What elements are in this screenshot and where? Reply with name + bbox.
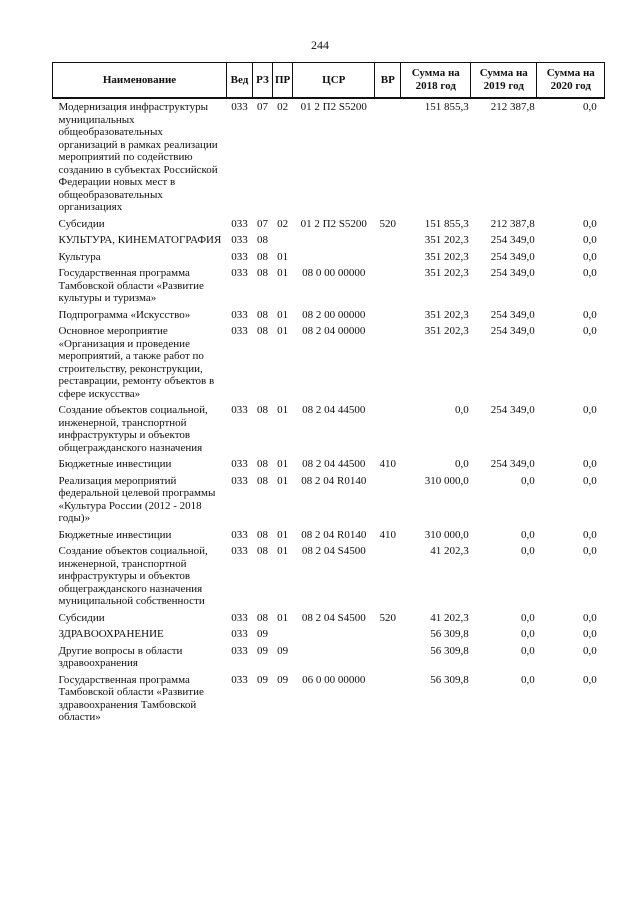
row-name: Государственная программа Тамбовской области «Развитие здравоохранения Тамбовской области» [58,673,204,723]
row-sum-2020: 0,0 [583,267,597,279]
row-vr [375,543,401,610]
row-rz: 08 [257,458,268,470]
row-name: Бюджетные инвестиции [58,528,172,541]
row-pr: 01 [277,267,289,279]
row-vr [375,402,401,456]
row-sum-2018: 351 202,3 [424,250,469,263]
row-ved: 033 [231,545,248,557]
row-sum-2019: 0,0 [521,528,535,541]
row-sum-2018: 351 202,3 [424,308,469,321]
row-sum-2020: 0,0 [583,458,597,470]
row-csr: 01 2 П2 S5200 [300,101,367,113]
row-sum-2018: 41 202,3 [430,611,469,624]
table-row [53,265,605,307]
table-row [53,456,605,473]
row-rz: 08 [257,325,268,337]
row-csr [293,232,375,249]
row-sum-2019: 0,0 [521,673,535,686]
row-csr: 08 2 04 44500 [302,404,366,416]
row-rz: 08 [257,474,268,487]
row-sum-2019: 212 387,8 [490,217,535,230]
page-number: 244 [311,38,329,52]
header-pr: ПР [273,63,293,99]
header-sum-2018: Сумма на 2018 год [401,63,471,99]
table-row [53,232,605,249]
row-sum-2019: 0,0 [521,611,535,624]
row-pr: 01 [277,545,289,557]
row-pr [273,232,293,249]
row-ved: 033 [231,267,248,279]
row-pr: 01 [277,250,289,263]
row-rz: 07 [257,217,268,230]
budget-table [52,62,605,726]
row-csr: 06 0 00 00000 [302,673,366,686]
header-name: Наименование [53,63,227,99]
row-sum-2020: 0,0 [583,545,597,557]
row-vr [375,643,401,672]
row-vr: 520 [379,217,397,230]
row-vr: 410 [379,458,397,470]
row-pr: 01 [277,308,289,321]
row-csr: 08 2 04 S4500 [301,611,366,624]
row-ved: 033 [231,611,248,624]
row-sum-2018: 351 202,3 [424,234,469,246]
row-csr: 08 2 04 S4500 [301,545,366,557]
row-name: КУЛЬТУРА, КИНЕМАТОГРАФИЯ [58,234,222,246]
row-ved: 033 [231,250,248,263]
row-vr [375,265,401,307]
header-sum-2020: Сумма на 2020 год [537,63,605,99]
row-sum-2018: 351 202,3 [424,267,469,279]
row-ved: 033 [231,325,248,337]
row-vr [375,232,401,249]
row-sum-2020: 0,0 [583,673,597,686]
row-pr: 02 [277,101,289,113]
row-csr: 01 2 П2 S5200 [300,217,367,230]
row-ved: 033 [231,308,248,321]
table-row [53,610,605,627]
header-rz: РЗ [253,63,273,99]
row-rz: 08 [257,528,268,541]
row-name: Субсидии [58,217,105,230]
row-pr: 01 [277,325,289,337]
row-csr [293,643,375,672]
row-sum-2018: 41 202,3 [430,545,469,557]
row-pr [273,626,293,643]
table-row [53,323,605,402]
row-name: Создание объектов социальной, инженерной, транспортной инфраструктуры и объектов общегражданского назначения [58,404,208,454]
row-sum-2020: 0,0 [583,611,597,624]
row-pr: 01 [277,528,289,541]
row-pr: 01 [277,458,289,470]
row-sum-2020: 0,0 [583,234,597,246]
table-row [53,672,605,726]
row-sum-2019: 254 349,0 [490,404,535,416]
row-ved: 033 [231,101,248,113]
row-name: Основное мероприятие «Организация и проведение мероприятий, а также работ по строительству, реконструкции, реставрации, ремонту объектов в сфере искусства» [58,325,215,400]
row-sum-2019: 254 349,0 [490,458,535,470]
row-vr [375,672,401,726]
row-name: Создание объектов социальной, инженерной, транспортной инфраструктуры и объектов общегражданского назначения муниципальной собственности [58,545,208,607]
row-rz: 09 [257,644,268,657]
row-vr [375,626,401,643]
row-sum-2020: 0,0 [583,308,597,321]
row-rz: 09 [257,673,268,686]
table-header-row [53,63,605,99]
table-row [53,216,605,233]
row-pr: 01 [277,611,289,624]
row-sum-2020: 0,0 [583,217,597,230]
row-pr: 01 [277,474,289,487]
row-ved: 033 [231,217,248,230]
row-sum-2019: 0,0 [521,545,535,557]
row-name: Бюджетные инвестиции [58,458,172,470]
row-pr: 09 [277,644,289,657]
row-rz: 08 [257,545,268,557]
row-sum-2019: 254 349,0 [490,250,535,263]
row-ved: 033 [231,644,248,657]
table-row [53,473,605,527]
header-csr: ЦСР [293,63,375,99]
header-vr: ВР [375,63,401,99]
row-name: Субсидии [58,611,105,624]
row-sum-2020: 0,0 [583,628,597,640]
table-row [53,98,605,216]
row-ved: 033 [231,528,248,541]
row-rz: 08 [257,308,268,321]
row-rz: 08 [257,234,268,246]
row-sum-2019: 254 349,0 [490,325,535,337]
table-body [53,98,605,726]
row-pr: 01 [277,404,289,416]
row-sum-2018: 0,0 [455,404,469,416]
row-csr [293,249,375,266]
row-name: Другие вопросы в области здравоохранения [58,644,183,669]
table-row [53,626,605,643]
row-sum-2018: 310 000,0 [424,474,469,487]
row-ved: 033 [231,474,248,487]
row-rz: 07 [257,101,268,113]
row-ved: 033 [231,234,248,246]
row-rz: 09 [257,628,268,640]
table-row [53,402,605,456]
row-csr: 08 2 00 00000 [302,308,366,321]
row-sum-2019: 212 387,8 [490,101,535,113]
table-row [53,543,605,610]
row-vr [375,473,401,527]
row-sum-2018: 351 202,3 [424,325,469,337]
row-sum-2020: 0,0 [583,404,597,416]
row-sum-2018: 151 855,3 [424,101,469,113]
row-csr: 08 0 00 00000 [302,267,366,279]
row-sum-2018: 56 309,8 [430,644,469,657]
row-sum-2020: 0,0 [583,101,597,113]
row-vr: 410 [379,528,397,541]
row-name: Модернизация инфраструктуры муниципальных общеобразовательных организаций в рамках реализации мероприятий по содействию созданию в субъектах Российской Федерации новых мест в общеобразовательных организациях [58,101,218,213]
row-name: Реализация мероприятий федеральной целевой программы «Культура России (2012 - 2018 годы)» [58,474,216,524]
row-vr [375,307,401,324]
row-sum-2018: 0,0 [455,458,469,470]
row-vr [375,98,401,216]
row-sum-2019: 254 349,0 [490,267,535,279]
row-csr: 08 2 04 00000 [302,325,366,337]
row-sum-2018: 151 855,3 [424,217,469,230]
row-sum-2020: 0,0 [583,325,597,337]
row-name: Культура [58,250,101,263]
row-rz: 08 [257,611,268,624]
table-row [53,527,605,544]
row-ved: 033 [231,404,248,416]
row-ved: 033 [231,673,248,686]
row-vr [375,249,401,266]
row-vr: 520 [379,611,397,624]
row-csr: 08 2 04 R0140 [301,528,367,541]
table-row [53,643,605,672]
row-csr: 08 2 04 R0140 [301,474,367,487]
row-ved: 033 [231,628,248,640]
row-sum-2018: 56 309,8 [430,673,469,686]
row-sum-2019: 254 349,0 [490,308,535,321]
header-sum-2019: Сумма на 2019 год [471,63,537,99]
row-rz: 08 [257,404,268,416]
row-sum-2019: 0,0 [521,474,535,487]
row-pr: 09 [277,673,289,686]
row-sum-2018: 310 000,0 [424,528,469,541]
row-sum-2020: 0,0 [583,250,597,263]
table-row [53,249,605,266]
row-csr [293,626,375,643]
row-rz: 08 [257,267,268,279]
row-sum-2018: 56 309,8 [430,628,469,640]
table-row [53,307,605,324]
row-vr [375,323,401,402]
row-csr: 08 2 04 44500 [302,458,366,470]
header-ved: Вед [227,63,253,99]
row-ved: 033 [231,458,248,470]
row-pr: 02 [277,217,289,230]
row-sum-2020: 0,0 [583,528,597,541]
row-sum-2019: 254 349,0 [490,234,535,246]
row-name: Подпрограмма «Искусство» [58,308,191,321]
row-rz: 08 [257,250,268,263]
row-sum-2020: 0,0 [583,644,597,657]
row-sum-2020: 0,0 [583,474,597,487]
row-sum-2019: 0,0 [521,628,535,640]
row-name: ЗДРАВООХРАНЕНИЕ [58,628,164,640]
row-sum-2019: 0,0 [521,644,535,657]
row-name: Государственная программа Тамбовской области «Развитие культуры и туризма» [58,267,204,304]
